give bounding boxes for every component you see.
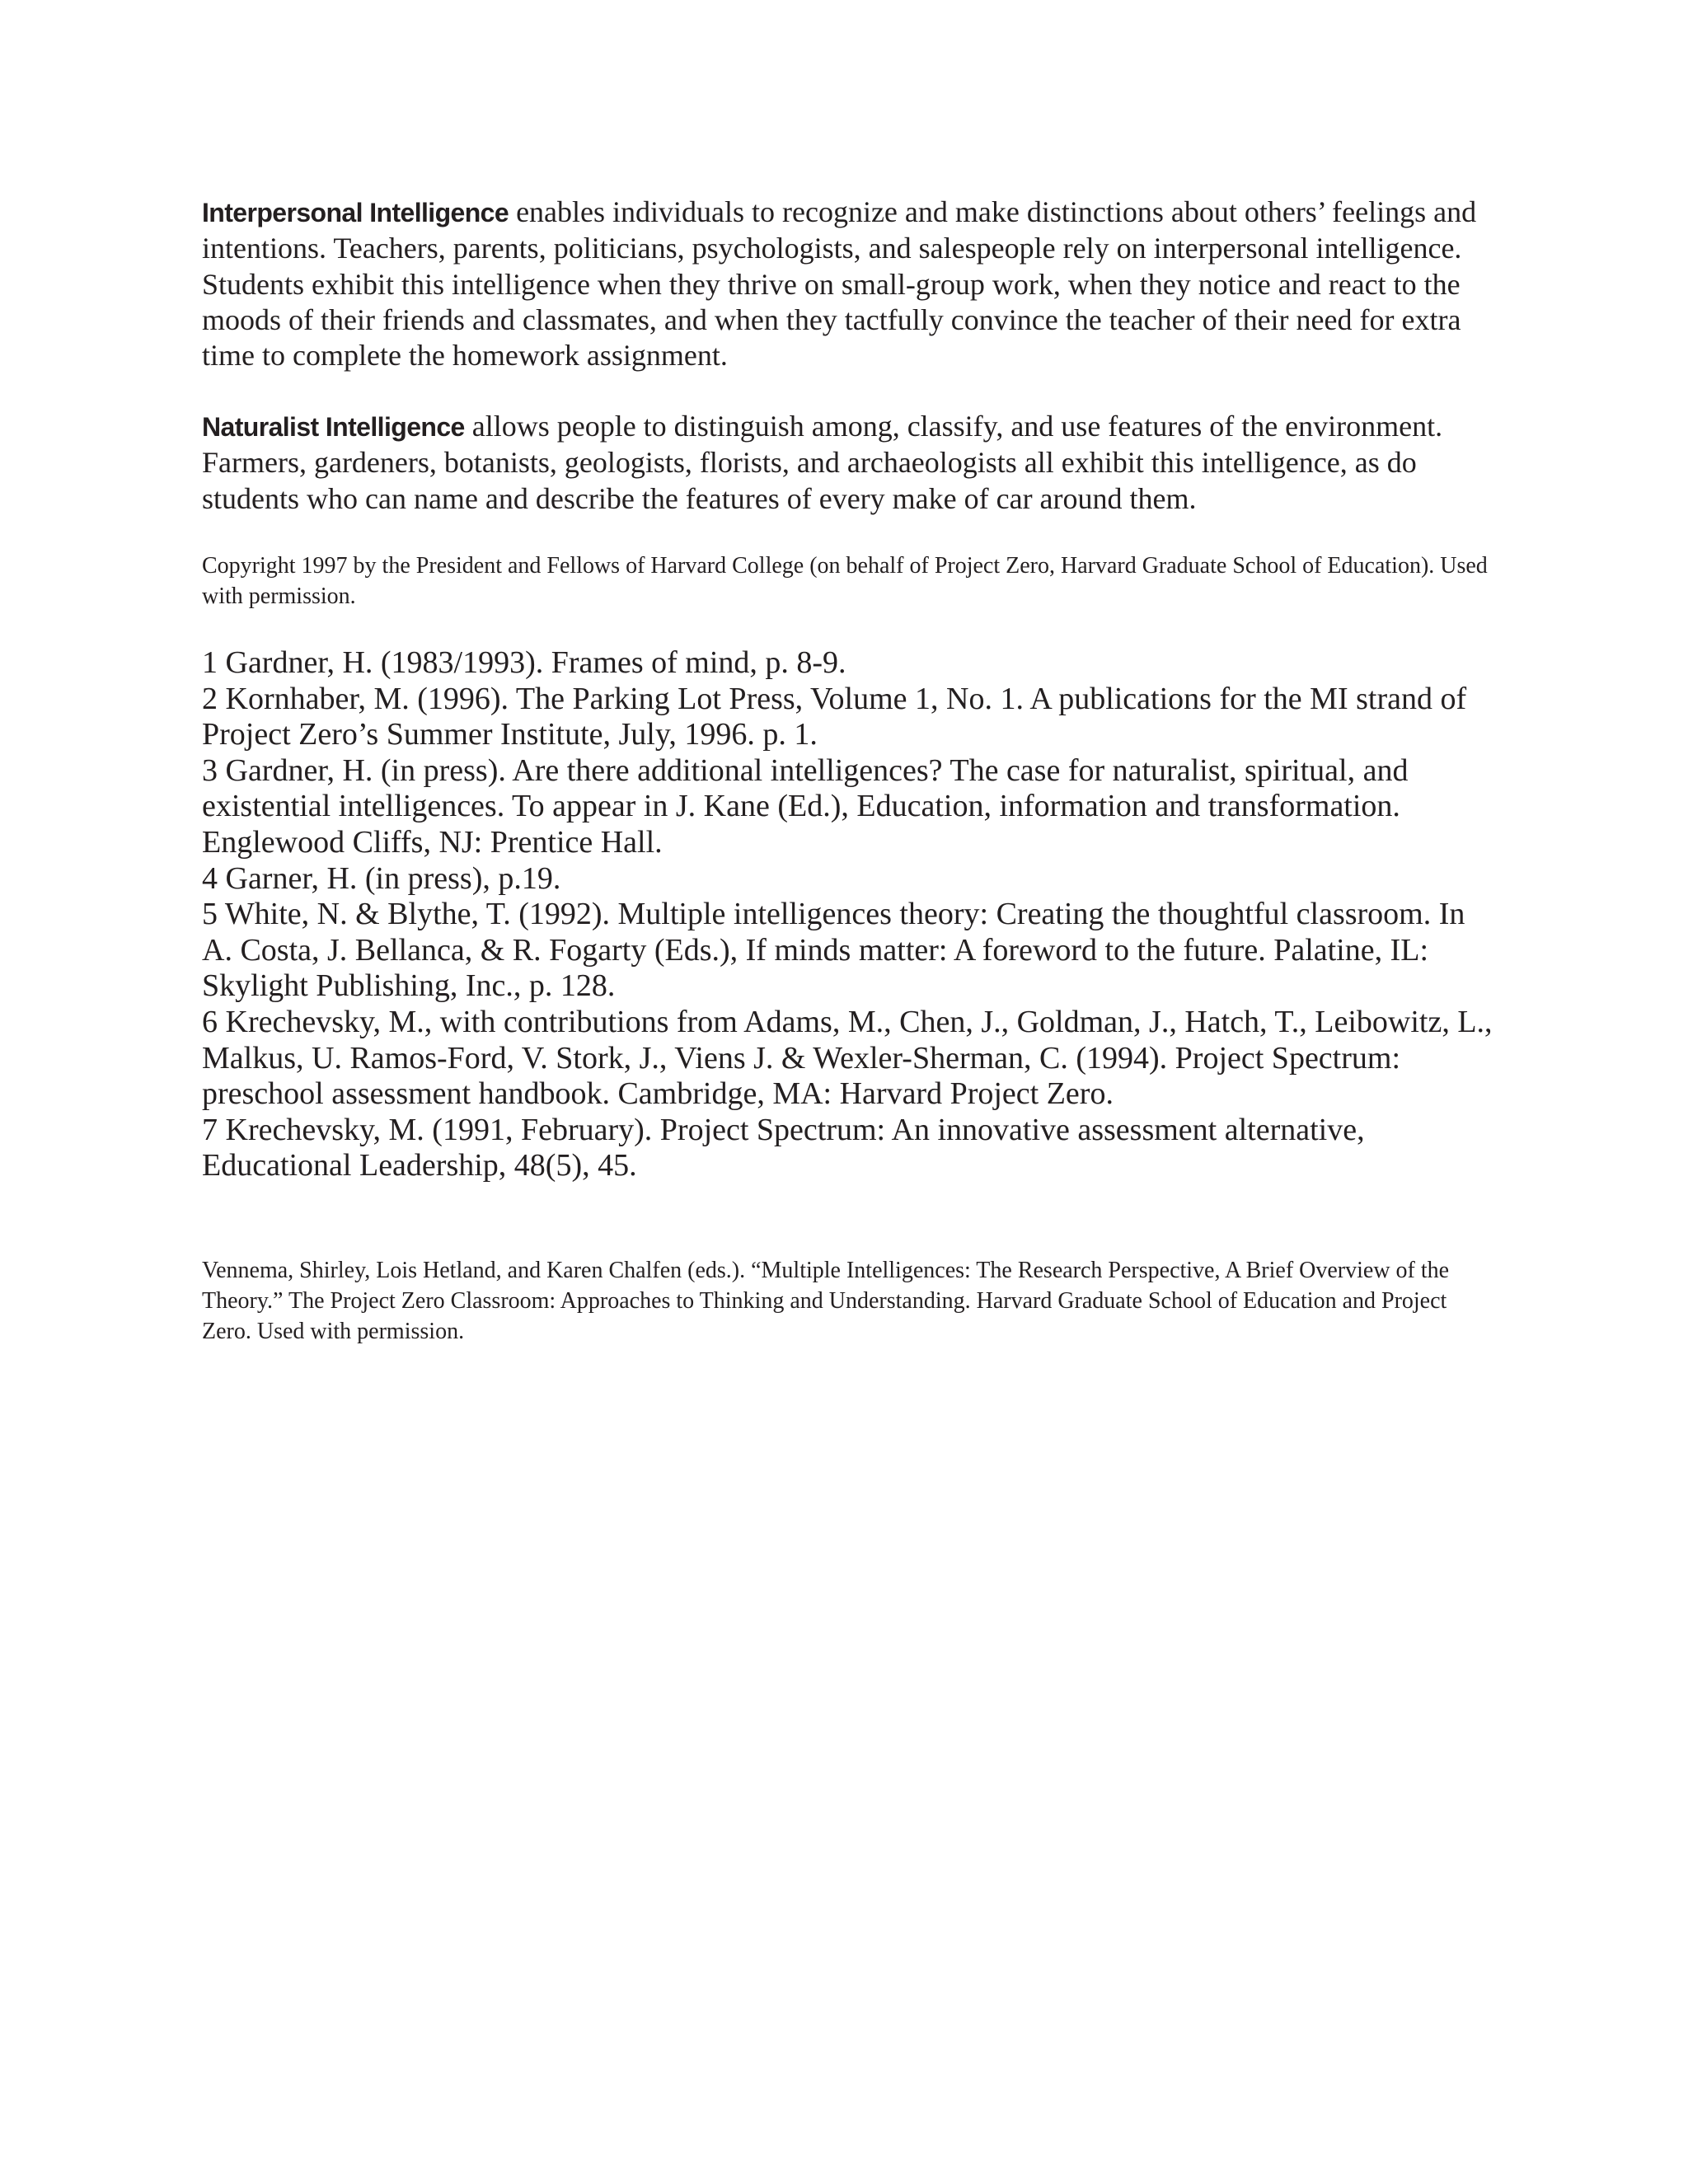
- reference-item: 7 Krechevsky, M. (1991, February). Project Spectrum: An innovative assessment alternative, Educational Leadership, 48(5), 45.: [202, 1112, 1365, 1183]
- reference-item: 5 White, N. & Blythe, T. (1992). Multiple intelligences theory: Creating the thoughtful classroom. In A. Costa, J. Bellanca, & R. Fogarty (Eds.), If minds matter: A foreword to the future. Palatine, IL: Skylight Publishing, Inc., p. 128.: [202, 897, 1465, 1004]
- reference-item: 4 Garner, H. (in press), p.19.: [202, 860, 561, 896]
- reference-list: [202, 645, 1496, 1184]
- reference-item: 6 Krechevsky, M., with contributions from Adams, M., Chen, J., Goldman, J., Hatch, T., Leibowitz, L., Malkus, U. Ramos-Ford, V. Stork, J., Viens J. & Wexler-Sherman, C. (1994). Project Spectrum: preschool assessment handbook. Cambridge, MA: Harvard Project Zero.: [202, 1004, 1493, 1112]
- interpersonal-intelligence-term: Interpersonal Intelligence: [202, 198, 509, 227]
- reference-item: 3 Gardner, H. (in press). Are there additional intelligences? The case for naturalist, spiritual, and existential intelligences. To appear in J. Kane (Ed.), Education, information and transformation. Englewood Cliffs, NJ: Prentice Hall.: [202, 752, 1409, 860]
- naturalist-intelligence-term: Naturalist Intelligence: [202, 412, 465, 442]
- naturalist-intelligence-text: allows people to distinguish among, classify, and use features of the environment. Farmers, gardeners, botanists, geologists, florists, and archaeologists all exhibit this intelligence, as do students who can name and describe the features of every make of car around them.: [202, 410, 1443, 515]
- copyright-note: Copyright 1997 by the President and Fellows of Harvard College (on behalf of Project Zero, Harvard Graduate School of Education). Used with permission.: [202, 553, 1488, 609]
- interpersonal-intelligence-paragraph: [202, 194, 1496, 373]
- interpersonal-intelligence-text: enables individuals to recognize and make distinctions about others’ feelings and intentions. Teachers, parents, politicians, psychologists, and salespeople rely on interpersonal intelligence. Students exhibit this intelligence when they thrive on small-group work, when they notice and react to the moods of their friends and classmates, and when they tactfully convince the teacher of their need for extra time to complete the homework assignment.: [202, 195, 1477, 373]
- naturalist-intelligence-paragraph: [202, 409, 1496, 517]
- reference-item: 2 Kornhaber, M. (1996). The Parking Lot Press, Volume 1, No. 1. A publications for the MI strand of Project Zero’s Summer Institute, July, 1996. p. 1.: [202, 681, 1467, 752]
- reference-item: 1 Gardner, H. (1983/1993). Frames of mind, p. 8-9.: [202, 645, 846, 680]
- source-citation: Vennema, Shirley, Lois Hetland, and Karen Chalfen (eds.). “Multiple Intelligences: The Research Perspective, A Brief Overview of the Theory.” The Project Zero Classroom: Approaches to Thinking and Understanding. Harvard Graduate School of Education and Project Zero. Used with permission.: [202, 1258, 1450, 1344]
